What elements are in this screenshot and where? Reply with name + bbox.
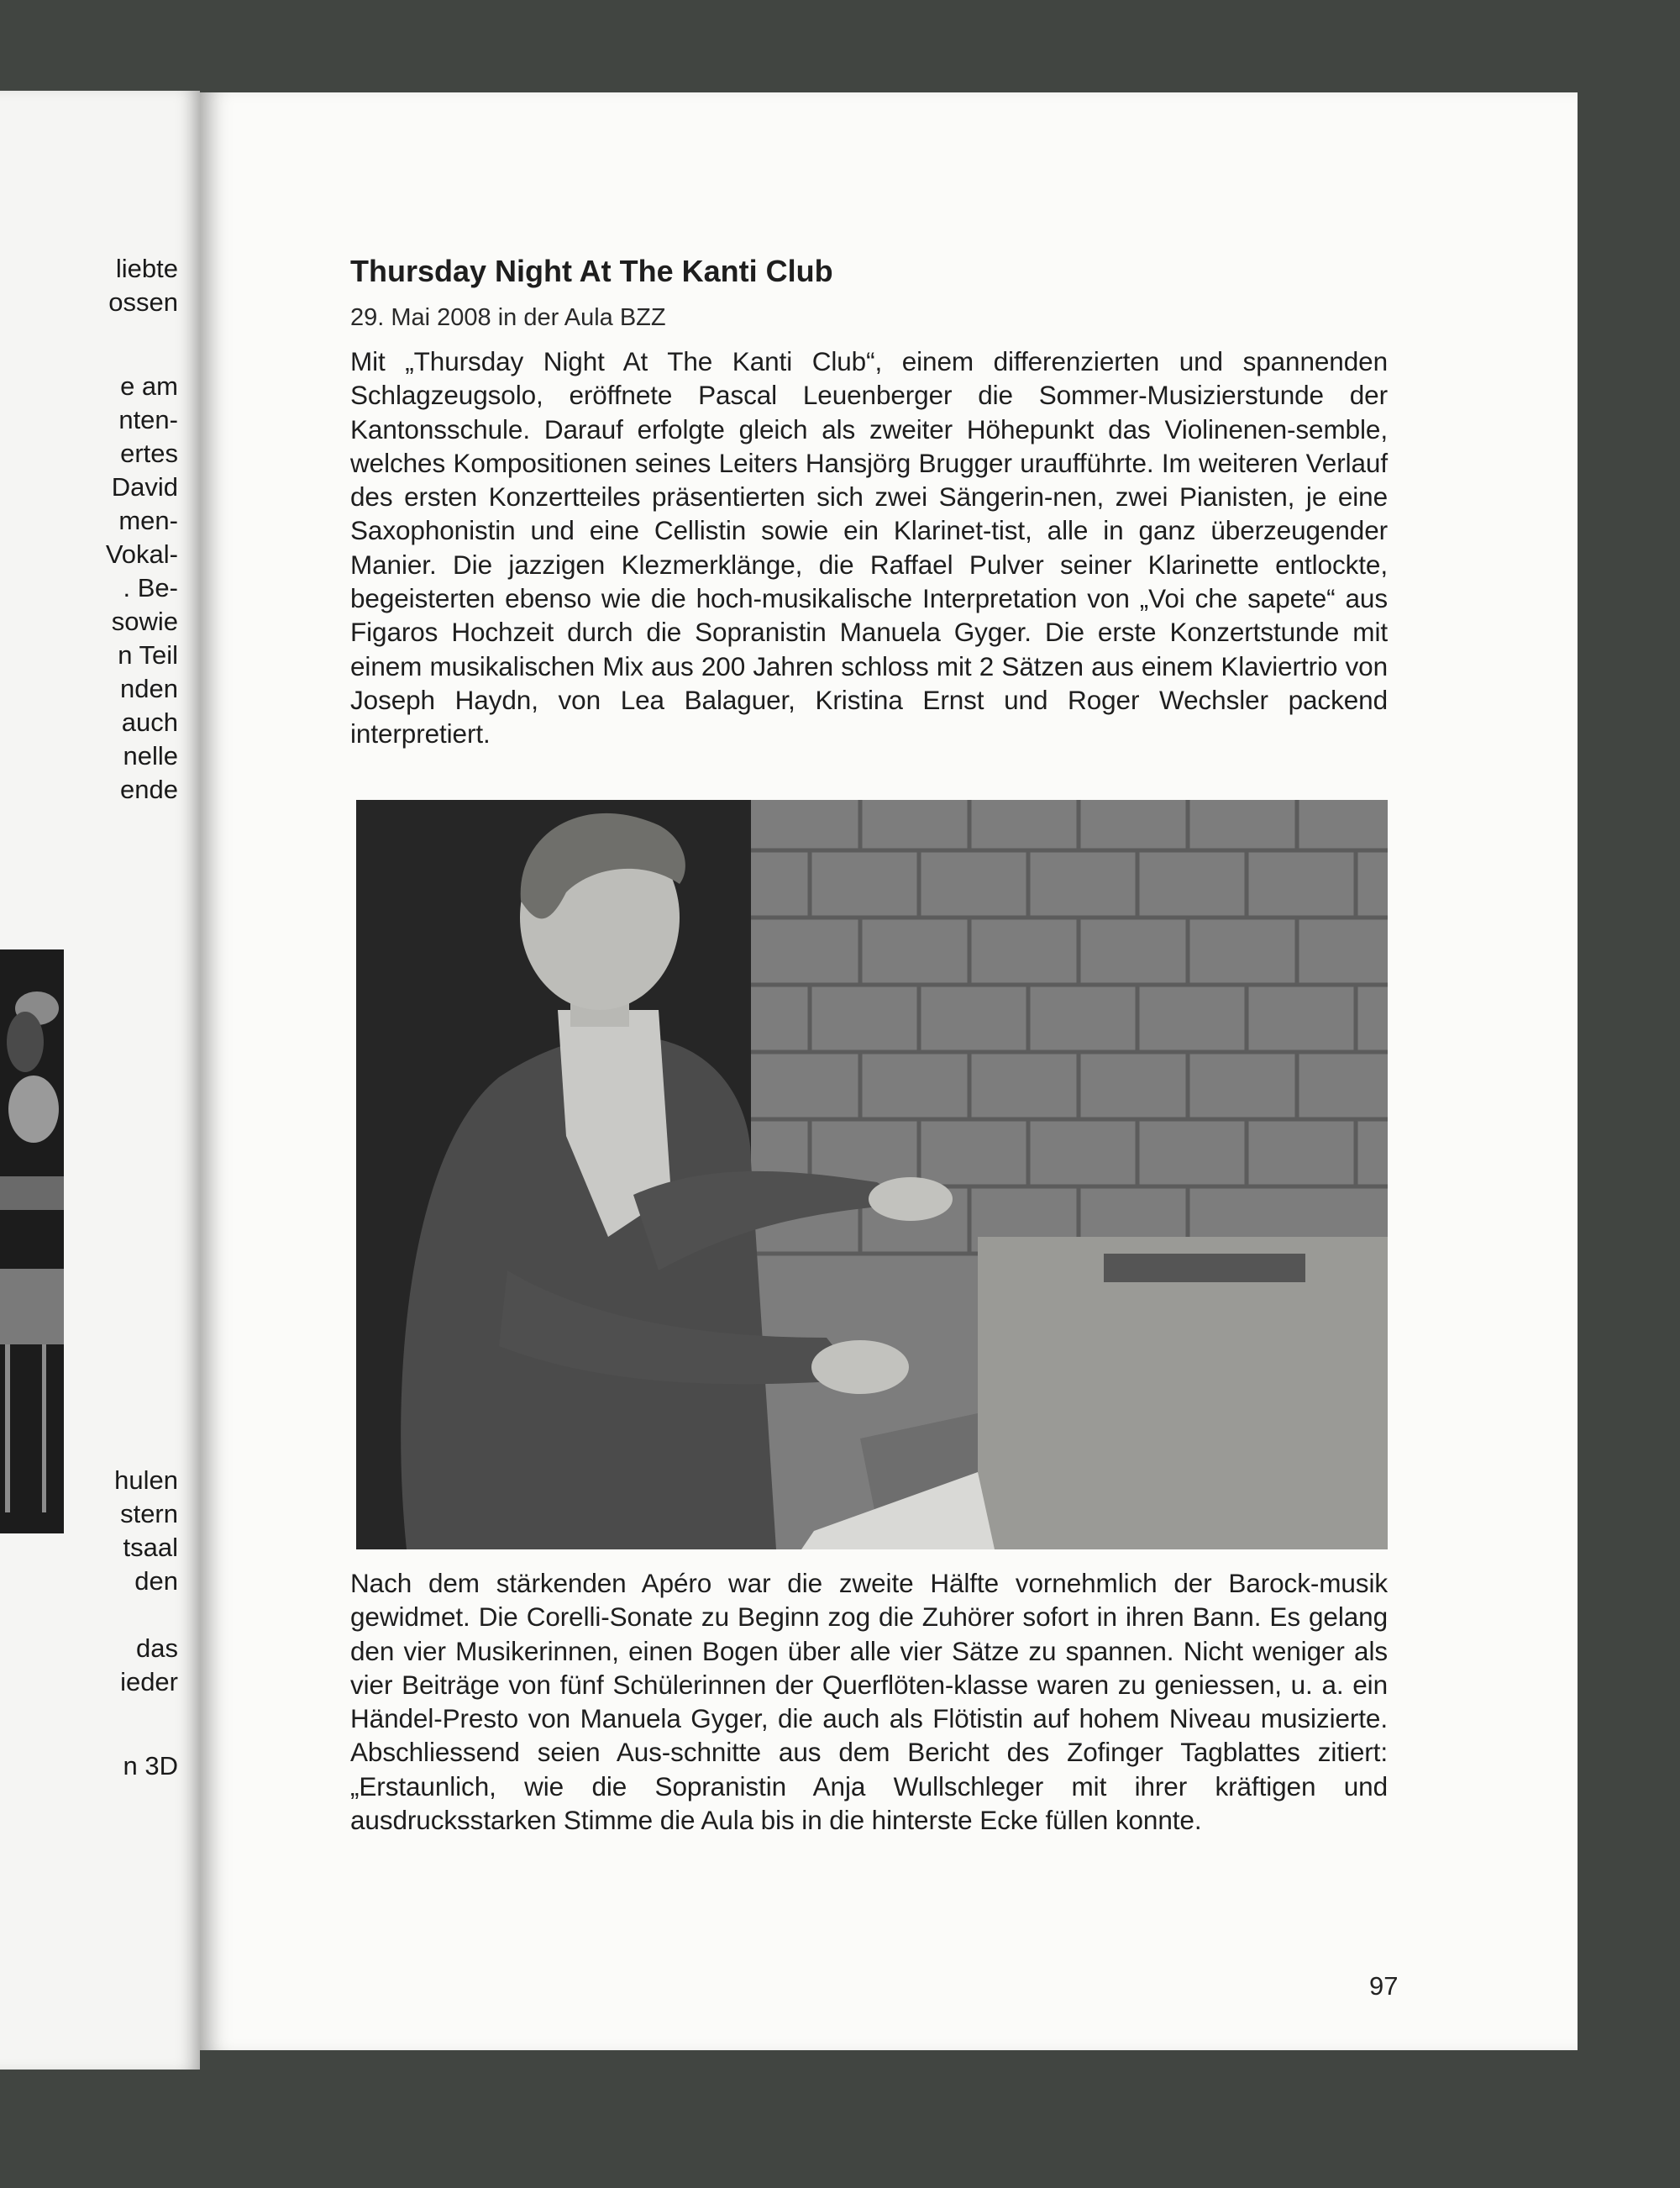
left-facing-page (0, 91, 200, 2070)
article-paragraph-1: Mit „Thursday Night At The Kanti Club“, einem differenzierten und spannenden Schlagzeugsolo, eröffnete Pascal Leuenberger die Sommer-Musizierstunde der Kantonsschule. Darauf erfolgte gleich als zweiter Höhepunkt das Violinenen-semble, welches Kompositionen seines Leiters Hansjörg Brugger uraufführte. Im weiteren Verlauf des ersten Konzertteiles präsentierten sich zwei Sängerin-nen, zwei Pianisten, je eine Saxophonistin und eine Cellistin sowie ein Klarinet-tist, alle in ganz überzeugender Manier. Die jazzigen Klezmerklänge, die Raffael Pulver seiner Klarinette entlockte, begeisterten ebenso wie die hoch-musikalische Interpretation von „Voi che sapete“ aus Figaros Hochzeit durch die Sopranistin Manuela Gyger. Die erste Konzertstunde mit einem musikalischen Mix aus 200 Jahren schloss mit 2 Sätzen aus einem Klaviertrio von Joseph Haydn, von Lea Balaguer, Kristina Ernst und Roger Wechsler packend interpretiert. (350, 346, 1388, 749)
pianist-photo (356, 800, 1388, 1549)
pianist-photo-drawing (356, 800, 1388, 1549)
page-number: 97 (1369, 1971, 1399, 2001)
left-page-photo-fragment (0, 949, 64, 1533)
article-title: Thursday Night At The Kanti Club (350, 254, 833, 288)
left-page-text-fragment: nden (120, 674, 178, 703)
left-page-text-fragment: sowie (111, 607, 178, 636)
left-page-text-fragment: stern (120, 1499, 178, 1528)
left-page-text-fragment: ieder (120, 1667, 178, 1696)
left-page-text-fragment: auch (121, 707, 178, 737)
article-paragraph-2: Nach dem stärkenden Apéro war die zweite Hälfte vornehmlich der Barock-musik gewidmet. Die Corelli-Sonate zu Beginn zog die Zuhörer sofort in ihren Bann. Es gelang den vier Musikerinnen, einen Bogen über alle vier Sätze zu spannen. Nicht weniger als vier Beiträge von fünf Schülerinnen der Querflöten-klasse waren zu geniessen, u. a. ein Händel-Presto von Manuela Gyger, die auch als Flötistin auf hohem Niveau musizierte. Abschliessend seien Aus-schnitte aus dem Bericht des Zofinger Tagblattes zitiert: „Erstaunlich, wie die Sopranistin Anja Wullschleger mit ihrer kräftigen und ausdrucksstarken Stimme die Aula bis in die hinterste Ecke füllen konnte. (350, 1568, 1388, 1836)
left-page-text-fragment: den (134, 1566, 178, 1596)
article-date: 29. Mai 2008 in der Aula BZZ (350, 304, 666, 331)
left-page-text-fragment: ertes (120, 439, 178, 468)
left-page-text-fragment: liebte (115, 254, 178, 283)
left-page-text-fragment: Vokal- (105, 539, 178, 569)
left-page-text-fragment: ossen (108, 287, 178, 317)
left-page-text-fragment: nelle (123, 741, 178, 771)
left-page-text-fragment: tsaal (123, 1533, 178, 1562)
left-page-text-fragment: e am (120, 371, 178, 401)
left-page-text-fragment: das (136, 1633, 178, 1663)
left-page-text-fragment: nten- (118, 405, 178, 434)
left-page-text-fragment: ende (120, 775, 178, 804)
left-page-text-fragment: men- (118, 506, 178, 535)
left-page-text-fragment: n 3D (123, 1751, 178, 1780)
left-page-text-fragment: . Be- (123, 573, 178, 602)
left-page-text-fragment: hulen (114, 1465, 178, 1495)
left-page-text-fragment: David (111, 472, 178, 502)
left-page-text-fragment: n Teil (118, 640, 178, 670)
